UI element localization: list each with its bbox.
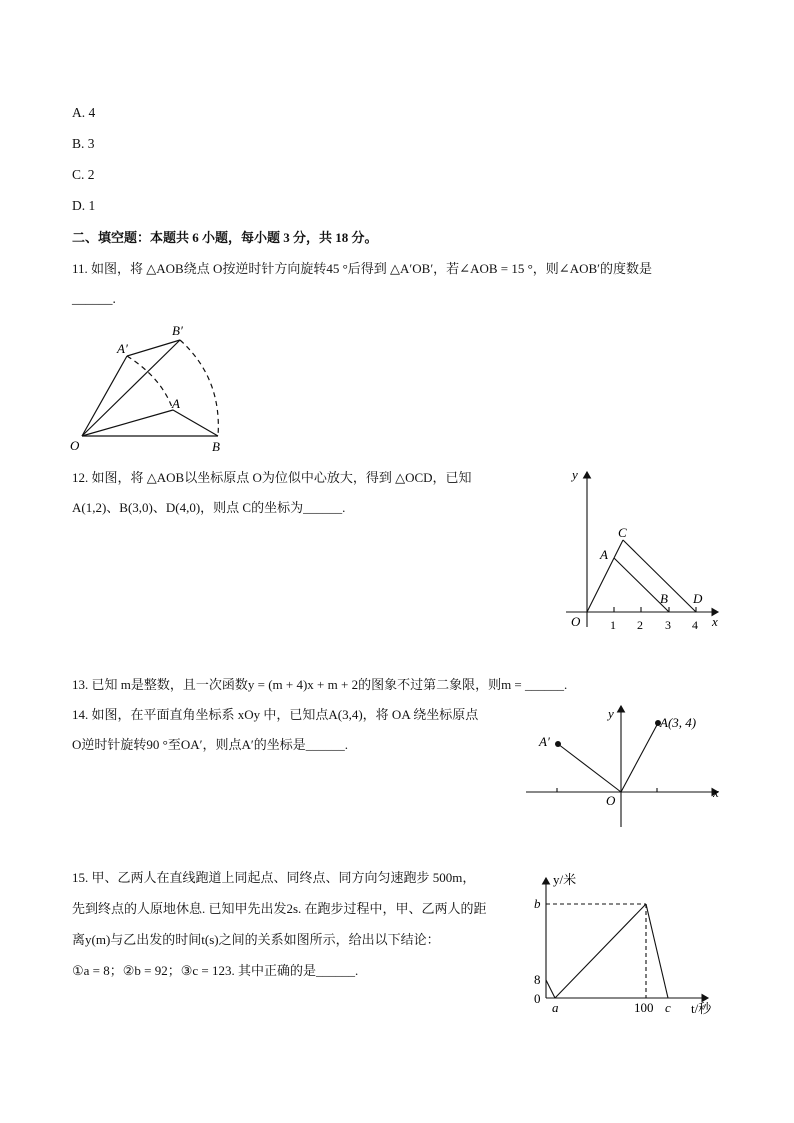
- label-d: D: [693, 591, 703, 606]
- label-y: y: [608, 706, 614, 721]
- q14-figure: [522, 700, 727, 835]
- label-o: O: [606, 793, 616, 808]
- q12-line2: A(1,2)、B(3,0)、D(4,0)，则点 C的坐标为______.: [72, 500, 346, 515]
- label-o: O: [571, 614, 581, 629]
- point-a-prime: [555, 741, 561, 747]
- option-b: B. 3: [72, 136, 95, 151]
- segment-oa-prime: [558, 744, 621, 792]
- option-c: C. 2: [72, 167, 95, 182]
- tick-label-4: 4: [692, 618, 698, 632]
- option-d: D. 1: [72, 198, 96, 213]
- label-a: A: [600, 547, 608, 562]
- q12-line1: 12. 如图，将 △AOB以坐标原点 O为位似中心放大，得到 △OCD，已知: [72, 470, 472, 485]
- label-b: B: [212, 439, 220, 454]
- segment-start: [546, 980, 555, 998]
- label-a: a: [552, 1000, 559, 1015]
- label-c: c: [665, 1000, 671, 1015]
- segment-fall: [646, 904, 668, 998]
- tick-label-2: 2: [637, 618, 643, 632]
- q15-line4: ①a = 8；②b = 92；③c = 123. 其中正确的是______.: [72, 963, 359, 978]
- label-0: 0: [534, 991, 541, 1006]
- q14-line1: 14. 如图，在平面直角坐标系 xOy 中，已知点A(3,4)，将 OA 绕坐标原点: [72, 707, 479, 722]
- label-x: x: [713, 785, 719, 800]
- tick-label-3: 3: [665, 618, 671, 632]
- q14-line2: O逆时针旋转90 °至OA′，则点A′的坐标是______.: [72, 737, 348, 752]
- q12-figure: [560, 462, 730, 637]
- label-a: A: [172, 396, 180, 411]
- label-100: 100: [634, 1000, 654, 1015]
- q15-line1: 15. 甲、乙两人在直线跑道上同起点、同终点、同方向匀速跑步 500m，: [72, 870, 476, 885]
- label-a-prime: A′: [539, 734, 550, 749]
- label-y: y: [572, 467, 578, 482]
- label-a: A(3, 4): [660, 715, 697, 730]
- label-b: B: [660, 591, 668, 606]
- section-heading: 二、填空题：本题共 6 小题，每小题 3 分，共 18 分。: [72, 230, 378, 245]
- q15-line3: 离y(m)与乙出发的时间t(s)之间的关系如图所示，给出以下结论：: [72, 932, 440, 947]
- arc-b: [180, 340, 218, 436]
- segment-oa: [621, 723, 658, 792]
- label-8: 8: [534, 972, 541, 987]
- label-c: C: [618, 525, 627, 540]
- label-o: O: [70, 438, 80, 453]
- q11-line1: 11. 如图，将 △AOB绕点 O按逆时针方向旋转45 °后得到 △A′OB′，若∠AOB = 15 °，则∠AOB′的度数是: [72, 261, 652, 276]
- label-b-prime: B′: [172, 323, 183, 338]
- arc-a: [127, 356, 173, 410]
- segment-ac: [614, 540, 623, 558]
- label-y-axis: y/米: [553, 872, 577, 887]
- label-a-prime: A′: [117, 341, 128, 356]
- label-b: b: [534, 896, 541, 911]
- segment-oa: [587, 558, 614, 612]
- segment-oa-prime: [82, 356, 127, 436]
- q11-line2: ______.: [72, 291, 116, 306]
- q15-figure: [530, 868, 730, 1018]
- segment-ab: [173, 410, 218, 436]
- q13-line1: 13. 已知 m是整数，且一次函数y = (m + 4)x + m + 2的图象不过第二象限，则m = ______.: [72, 677, 568, 692]
- q15-line2: 先到终点的人原地休息. 已知甲先出发2s. 在跑步过程中，甲、乙两人的距: [72, 901, 487, 916]
- q11-figure: [64, 318, 244, 458]
- segment-rise: [555, 904, 646, 998]
- tick-label-1: 1: [610, 618, 616, 632]
- label-t-axis: t/秒: [691, 1001, 712, 1016]
- label-x: x: [712, 614, 718, 629]
- option-a: A. 4: [72, 105, 96, 120]
